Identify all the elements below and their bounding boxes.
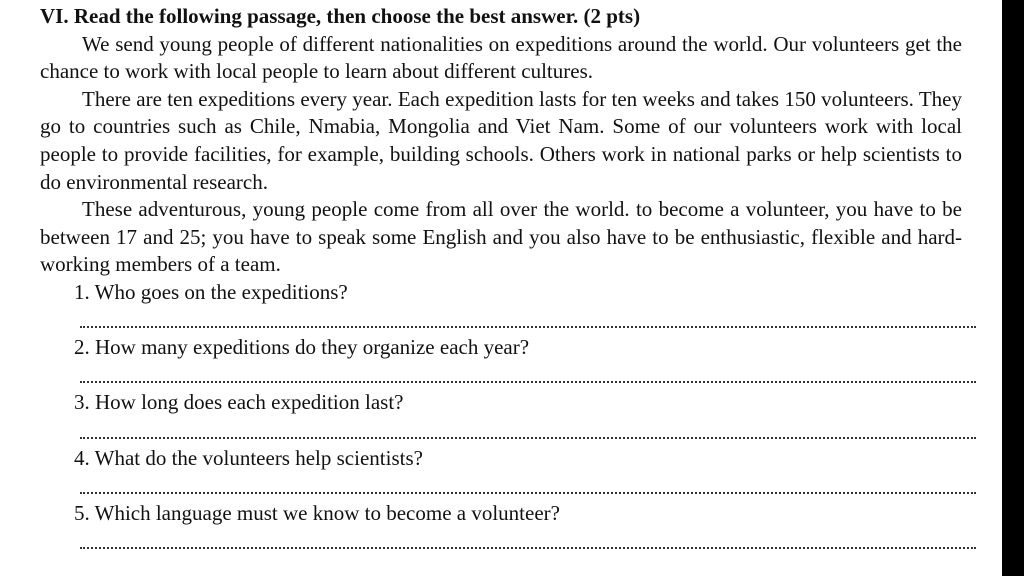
answer-line-2[interactable] (80, 362, 976, 390)
answer-line-4[interactable] (80, 472, 976, 500)
passage-paragraph-3: These adventurous, young people come from all over the world. to become a volunteer, you have to be between 17 and 25; you have to speak some English and you also have to be enthusiastic, flexible and hard-working members of a team. (40, 197, 962, 277)
answer-line-5[interactable] (80, 527, 976, 555)
passage-paragraph-1: We send young people of different nationalities on expeditions around the world. Our volunteers get the chance to work with local people to learn about different cultures. (40, 31, 962, 84)
question-3: 3. How long does each expedition last? (74, 390, 404, 415)
question-4: 4. What do the volunteers help scientists? (74, 445, 423, 470)
question-list (40, 279, 962, 555)
question-1: 1. Who goes on the expeditions? (74, 279, 348, 304)
question-2: 2. How many expeditions do they organize each year? (74, 335, 530, 360)
answer-line-1[interactable] (80, 307, 976, 335)
answer-line-3[interactable] (80, 417, 976, 445)
question-5: 5. Which language must we know to become a volunteer? (74, 500, 560, 525)
passage-paragraph-2: There are ten expeditions every year. Each expedition lasts for ten weeks and takes 150 volunteers. They go to countries such as Chile, Nmabia, Mongolia and Viet Nam. Some of our volunteers work with local people to provide facilities, for example, building schools. Others work in national parks or help scientists to do environmental research. (40, 86, 962, 194)
exercise-heading: VI. Read the following passage, then choose the best answer. (2 pts) (40, 4, 641, 28)
